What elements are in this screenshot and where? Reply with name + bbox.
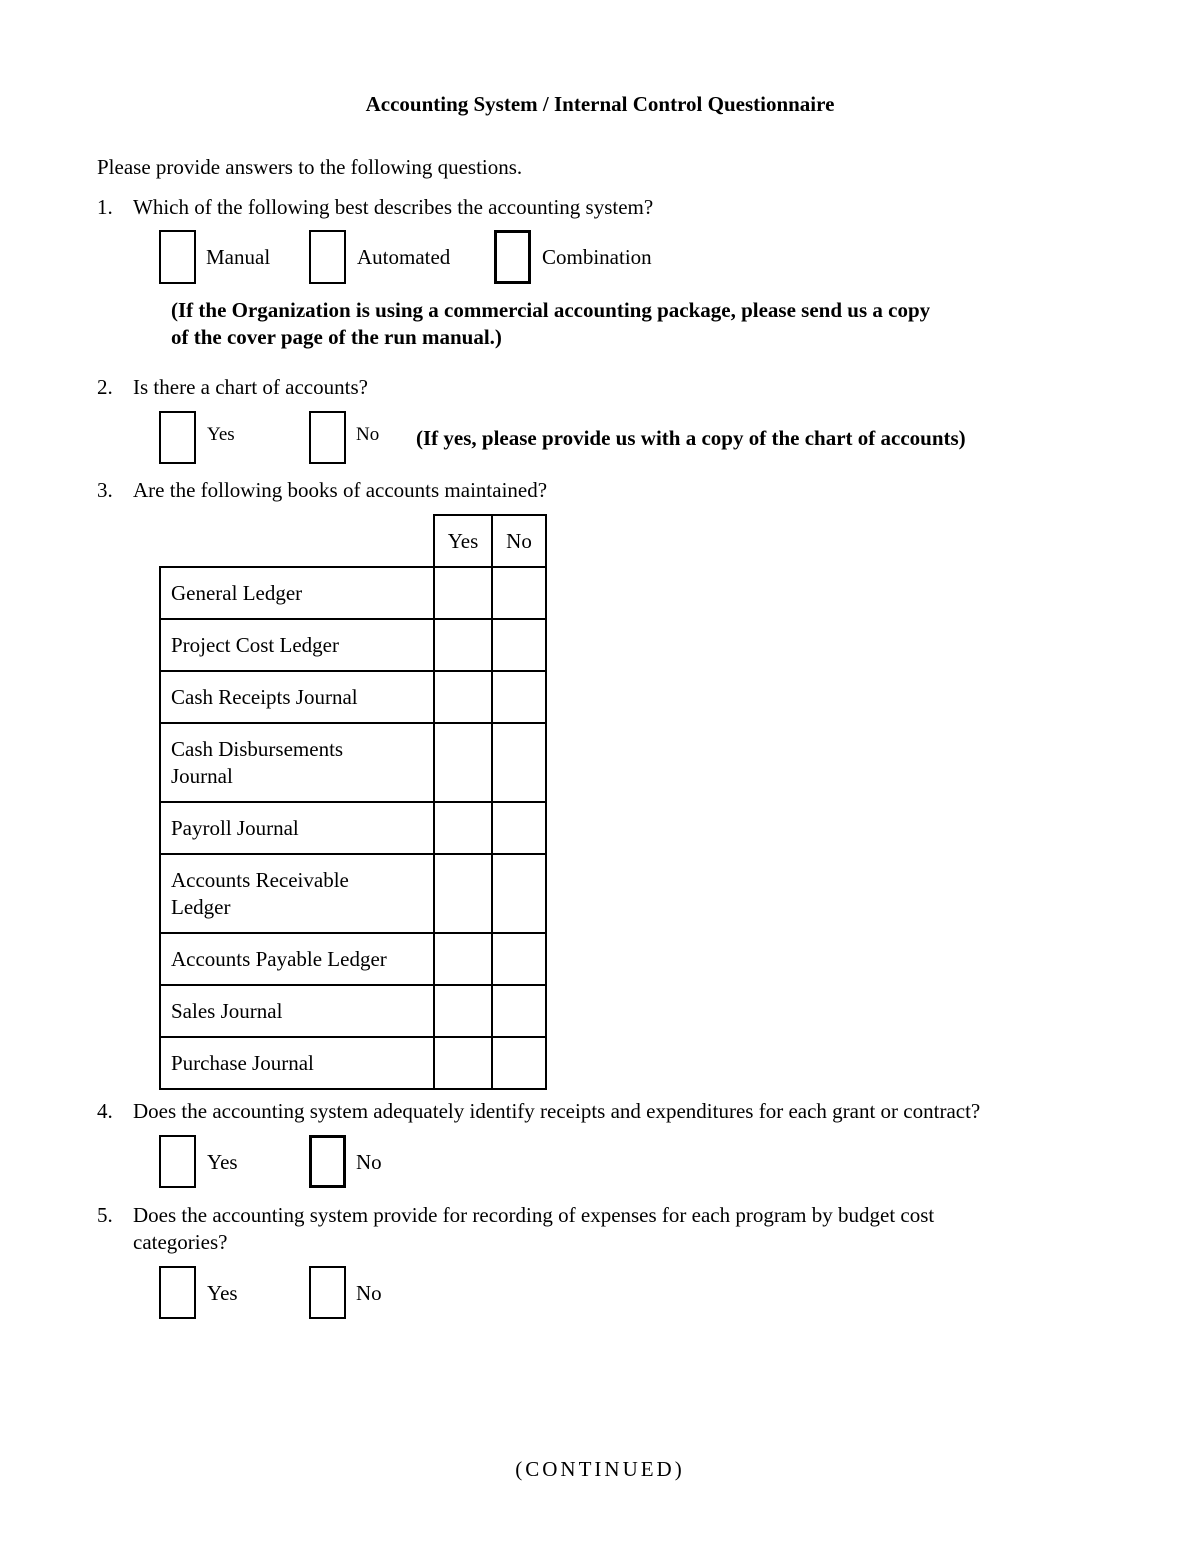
sales-journal-no-cell[interactable] [492,985,546,1037]
q5-no-checkbox[interactable] [309,1266,346,1319]
q1-combination-label: Combination [542,245,652,269]
accounts-receivable-ledger-no-cell[interactable] [492,854,546,933]
intro-text: Please provide answers to the following questions. [97,155,523,179]
q1-automated-checkbox[interactable] [309,230,346,284]
q5-text-line2: categories? [133,1230,228,1254]
q5-yes-label: Yes [207,1281,238,1305]
row-label-sales-journal: Sales Journal [160,985,434,1037]
q4-yes-checkbox[interactable] [159,1135,196,1188]
page-title: Accounting System / Internal Control Questionnaire [365,92,835,116]
row-label-line: Ledger [171,894,231,919]
accounts-payable-ledger-yes-cell[interactable] [434,933,492,985]
table-row [160,723,546,802]
q4-number: 4. [97,1099,113,1123]
row-label-cash-disbursements-journal [160,723,434,802]
q2-no-checkbox[interactable] [309,411,346,464]
table-row [160,802,546,854]
q1-automated-label: Automated [357,245,451,269]
cash-disbursements-journal-yes-cell[interactable] [434,723,492,802]
row-label-project-cost-ledger: Project Cost Ledger [160,619,434,671]
q1-note-line2: of the cover page of the run manual.) [171,325,502,349]
purchase-journal-yes-cell[interactable] [434,1037,492,1089]
table-row [160,567,546,619]
table-row [160,671,546,723]
continued-footer: (CONTINUED) [515,1457,685,1481]
table-row [160,985,546,1037]
q1-text: Which of the following best describes the accounting system? [133,195,654,219]
q5-no-label: No [356,1281,382,1305]
q4-no-checkbox[interactable] [309,1135,346,1188]
q5-text-line1: Does the accounting system provide for recording of expenses for each program by budget cost [133,1203,935,1227]
q4-text: Does the accounting system adequately identify receipts and expenditures for each grant or contract? [133,1099,981,1123]
row-label-accounts-receivable-ledger [160,854,434,933]
q1-number: 1. [97,195,113,219]
q1-combination-checkbox[interactable] [494,230,531,284]
row-label-line: Journal [171,763,233,788]
q2-text: Is there a chart of accounts? [133,375,368,399]
q3-number: 3. [97,478,113,502]
table-header-row [160,515,546,567]
project-cost-ledger-yes-cell[interactable] [434,619,492,671]
accounts-receivable-ledger-yes-cell[interactable] [434,854,492,933]
cash-disbursements-journal-no-cell[interactable] [492,723,546,802]
payroll-journal-no-cell[interactable] [492,802,546,854]
q2-yes-checkbox[interactable] [159,411,196,464]
q5-number: 5. [97,1203,113,1227]
q5-yes-checkbox[interactable] [159,1266,196,1319]
q2-note: (If yes, please provide us with a copy of the chart of accounts) [416,426,966,450]
row-label-line: Accounts Receivable [171,867,349,892]
row-label-payroll-journal: Payroll Journal [160,802,434,854]
row-label-accounts-payable-ledger: Accounts Payable Ledger [160,933,434,985]
row-label-general-ledger: General Ledger [160,567,434,619]
q2-number: 2. [97,375,113,399]
payroll-journal-yes-cell[interactable] [434,802,492,854]
table-header-blank [160,515,434,567]
project-cost-ledger-no-cell[interactable] [492,619,546,671]
row-label-line: Cash Disbursements [171,736,344,761]
books-of-accounts-table [159,514,547,1090]
table-row [160,854,546,933]
row-label-cash-receipts-journal: Cash Receipts Journal [160,671,434,723]
q4-no-label: No [356,1150,382,1174]
cash-receipts-journal-no-cell[interactable] [492,671,546,723]
q1-manual-label: Manual [206,245,271,269]
table-row [160,933,546,985]
cash-receipts-journal-yes-cell[interactable] [434,671,492,723]
q1-manual-checkbox[interactable] [159,230,196,284]
general-ledger-no-cell[interactable] [492,567,546,619]
table-row [160,1037,546,1089]
purchase-journal-no-cell[interactable] [492,1037,546,1089]
table-row [160,619,546,671]
row-label-purchase-journal: Purchase Journal [160,1037,434,1089]
accounts-payable-ledger-no-cell[interactable] [492,933,546,985]
q3-text: Are the following books of accounts maintained? [133,478,548,502]
column-header-yes: Yes [434,515,492,567]
q2-yes-label: Yes [207,424,235,445]
sales-journal-yes-cell[interactable] [434,985,492,1037]
column-header-no: No [492,515,546,567]
general-ledger-yes-cell[interactable] [434,567,492,619]
q1-note-line1: (If the Organization is using a commercial accounting package, please send us a copy [171,298,931,322]
q4-yes-label: Yes [207,1150,238,1174]
q2-no-label: No [356,424,380,445]
